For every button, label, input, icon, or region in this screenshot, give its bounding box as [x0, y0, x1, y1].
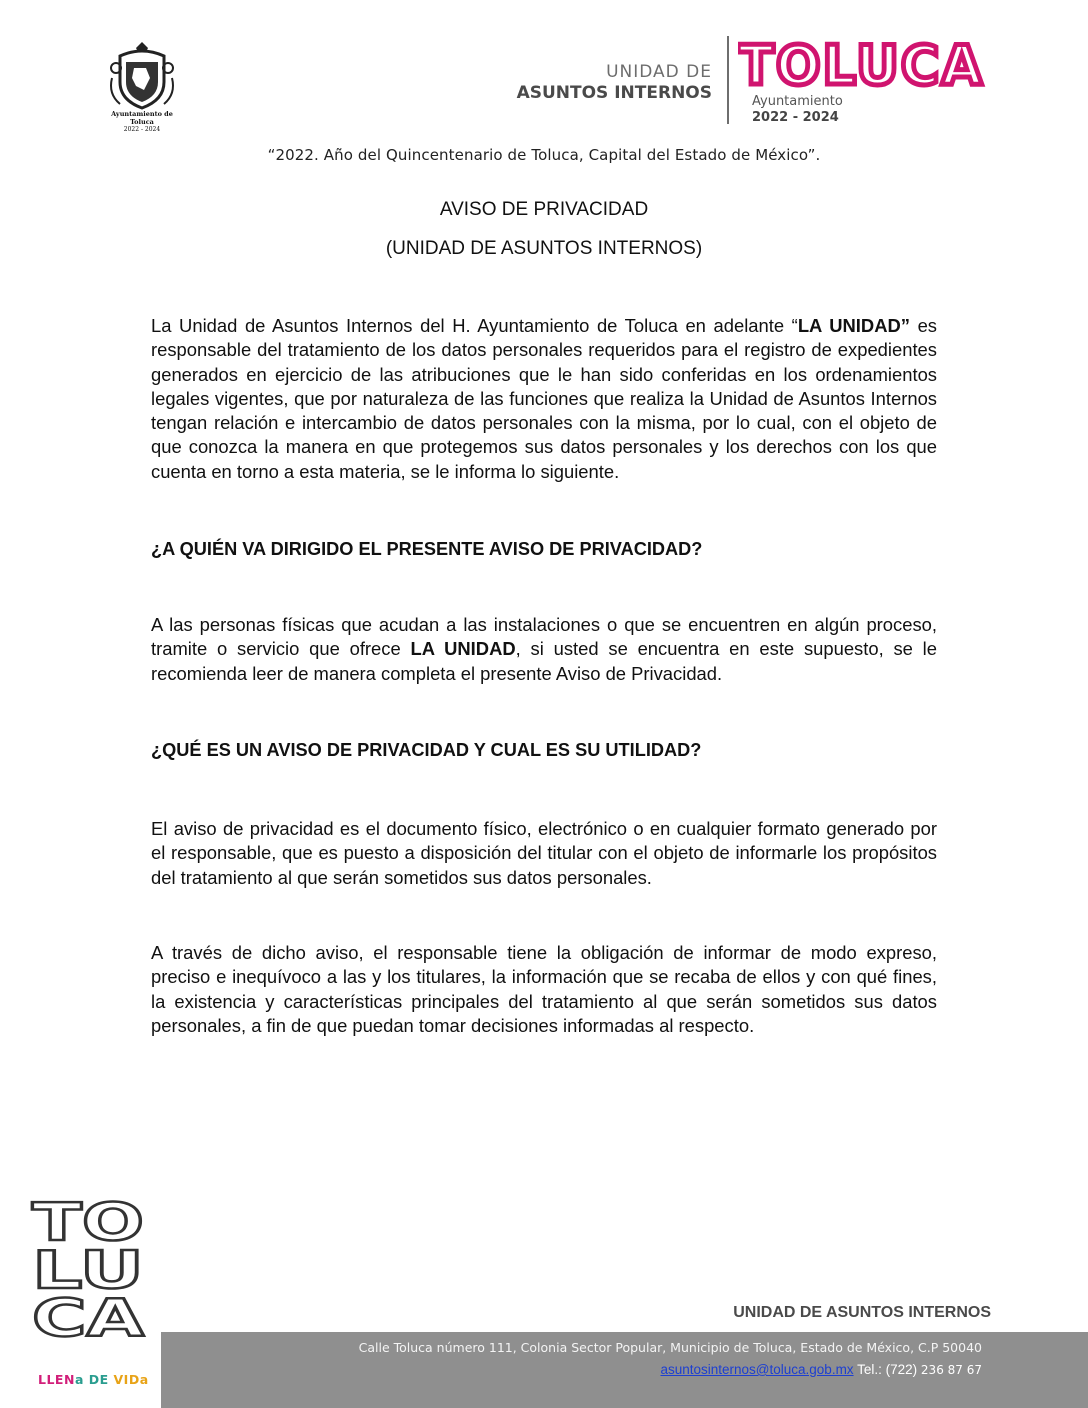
unit-title-line2: ASUNTOS INTERNOS — [516, 83, 712, 103]
unit-title — [517, 62, 712, 104]
ayuntamiento-years: 2022 - 2024 — [752, 110, 839, 125]
slogan — [38, 1372, 149, 1387]
phone-number: 236 87 67 — [917, 1363, 982, 1377]
slogan-part-3: VIDa — [113, 1372, 149, 1387]
footer-contact — [661, 1362, 983, 1377]
section1-paragraph — [151, 613, 937, 686]
phone-label: Tel.: (722) — [857, 1362, 918, 1377]
intro-paragraph — [151, 314, 937, 484]
section1-text-1: A las personas físicas que acudan a las instalaciones o que se encuentren en algún proceso, tramite o servicio que ofrece — [151, 614, 937, 660]
footer-logo-row-1: TO — [32, 1196, 144, 1253]
intro-text-2: es responsable del tratamiento de los datos personales requeridos para el registro de expedientes generados en ejercicio de las atribuciones que le han sido conferidas en los ordenamientos legales vigentes, que por naturaleza de las funciones que realiza la Unidad de Asuntos Internos tengan relación e intercambio de datos personales con la misma, por lo cual, con el objeto de que conozca la manera en que protegemos sus datos personales y los derechos con los que cuenta en torno a esta materia, se le informa lo siguiente. — [151, 315, 937, 482]
toluca-wordmark-text: TOLUCA — [738, 38, 984, 90]
ayuntamiento-label: Ayuntamiento — [752, 94, 843, 109]
toluca-vertical-logo — [30, 1196, 148, 1341]
seal-years: 2022 - 2024 — [123, 126, 161, 133]
document-title: AVISO DE PRIVACIDAD — [439, 199, 649, 220]
slogan-part-1: LLEN — [38, 1372, 75, 1387]
municipal-seal — [100, 38, 184, 133]
section2-paragraph-2: A través de dicho aviso, el responsable tiene la obligación de informar de modo expreso, preciso e inequívoco a las y los titulares, la información que se recaba de ellos y con qué fines, la existencia y características principales del tratamiento al que serán sometidos sus datos personales, a fin de que puedan tomar decisiones informadas al respecto. — [151, 942, 937, 1036]
section1-bold: LA UNIDAD — [410, 638, 516, 660]
footer-logo-row-2: LU — [32, 1241, 144, 1301]
year-motto: “2022. Año del Quincentenario de Toluca, Capital del Estado de México”. — [267, 146, 821, 164]
footer-address: Calle Toluca número 111, Colonia Sector Popular, Municipio de Toluca, Estado de México, C.P 50040 — [358, 1340, 982, 1355]
footer-logo-row-3: CA — [32, 1289, 144, 1341]
slogan-part-2: a DE — [74, 1372, 114, 1387]
seal-caption: Ayuntamiento de Toluca — [111, 110, 173, 126]
header-divider — [727, 36, 729, 124]
toluca-wordmark — [738, 38, 988, 90]
section2-paragraph-1: El aviso de privacidad es el documento físico, electrónico o en cualquier formato generado por el responsable, que es puesto a disposición del titular con el objeto de informarle los propósitos del tratamiento al que serán sometidos sus datos personales. — [151, 818, 937, 888]
coat-of-arms-icon — [100, 38, 184, 110]
intro-text-1: La Unidad de Asuntos Internos del H. Ayuntamiento de Toluca en adelante “ — [151, 315, 798, 336]
section1-text-2: , si usted se encuentra en este supuesto, se le recomienda leer de manera completa el presente Aviso de Privacidad. — [151, 638, 937, 684]
footer-unit-name: UNIDAD DE ASUNTOS INTERNOS — [733, 1304, 991, 1321]
intro-bold: LA UNIDAD” — [797, 315, 910, 336]
document-subtitle: (UNIDAD DE ASUNTOS INTERNOS) — [385, 238, 703, 259]
toluca-logo — [738, 38, 988, 128]
section1-heading: ¿A QUIÉN VA DIRIGIDO EL PRESENTE AVISO DE PRIVACIDAD? — [151, 539, 703, 559]
unit-title-line1: UNIDAD DE — [606, 62, 712, 82]
email-link[interactable]: asuntosinternos@toluca.gob.mx — [660, 1362, 854, 1377]
section2-heading: ¿QUÉ ES UN AVISO DE PRIVACIDAD Y CUAL ES SU UTILIDAD? — [151, 740, 702, 760]
